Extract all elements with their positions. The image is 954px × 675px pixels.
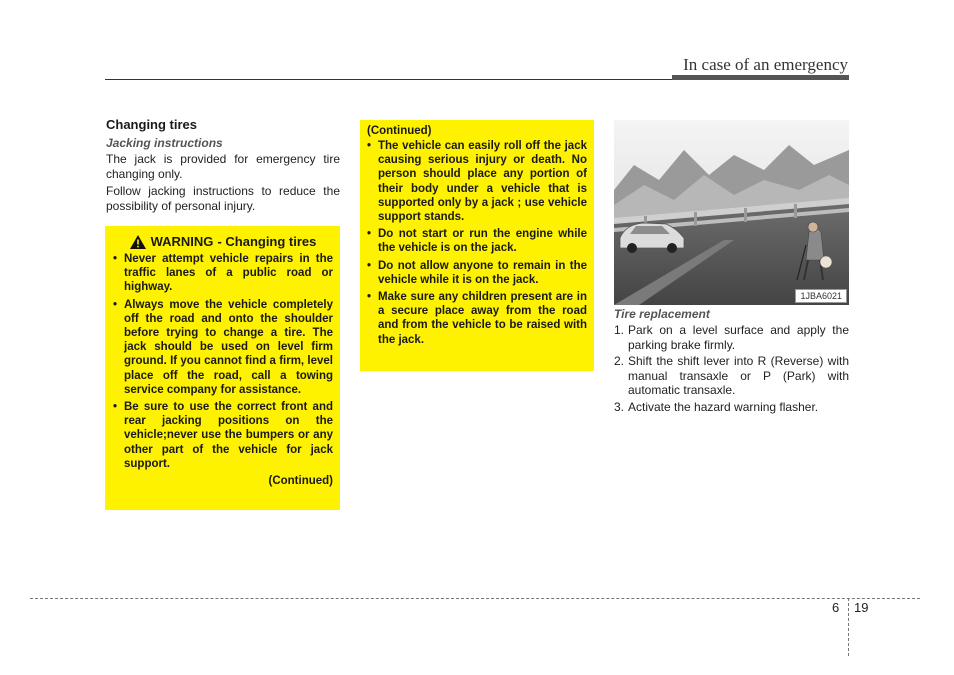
- warning-box: [105, 226, 340, 510]
- list-item: • Do not allow anyone to remain in the vehicle while it is on the jack.: [367, 259, 587, 287]
- warning-list: [113, 252, 333, 471]
- footer-rule: [30, 598, 920, 599]
- warning-triangle-icon: [130, 235, 146, 249]
- list-item: [614, 400, 849, 415]
- warning-title: [113, 234, 333, 249]
- step-number: 1.: [614, 323, 625, 337]
- step-number: 2.: [614, 354, 625, 368]
- continued-list: [367, 139, 587, 347]
- left-column: [106, 117, 340, 216]
- illustration-caption: Tire replacement: [614, 307, 710, 321]
- list-item: • The vehicle can easily roll off the jack causing serious injury or death. No person should place any portion of their body under a vehicle that is supported only by a jack ; use vehicle support stands.: [367, 139, 587, 224]
- section-number: 6: [832, 600, 840, 615]
- step-text: Activate the hazard warning flasher.: [628, 399, 819, 414]
- subheading: Jacking instructions: [106, 136, 223, 150]
- list-item: [614, 323, 849, 352]
- tire-replacement-illustration: [614, 120, 849, 305]
- footer-divider: [848, 598, 849, 656]
- list-item: • Always move the vehicle completely off the road and onto the shoulder before trying to change a tire. The jack should be used on level firm ground. If you cannot find a firm, level place off the road, call a towing service company for assistance.: [113, 298, 333, 397]
- roadside-scene-image: [614, 120, 849, 305]
- list-item: • Never attempt vehicle repairs in the traffic lanes of a public road or highway.: [113, 252, 333, 295]
- warning-sublabel: - Changing tires: [217, 234, 317, 249]
- paragraph: Follow jacking instructions to reduce the possibility of personal injury.: [106, 184, 340, 213]
- list-item: • Be sure to use the correct front and rear jacking positions on the vehicle;never use the bumpers or any other part of the vehicle for jack support.: [113, 400, 333, 471]
- list-item: [614, 354, 849, 398]
- continued-note: (Continued): [268, 475, 333, 488]
- warning-label: WARNING: [150, 234, 214, 249]
- continued-header: (Continued): [367, 125, 432, 137]
- illustration-code: 1JBA6021: [795, 289, 847, 303]
- list-item: • Make sure any children present are in a secure place away from the road and from the vehicle to be raised with the jack.: [367, 290, 587, 347]
- step-text: Park on a level surface and apply the parking brake firmly.: [628, 323, 849, 352]
- section-title: Changing tires: [106, 117, 198, 132]
- paragraph: The jack is provided for emergency tire changing only.: [106, 152, 340, 181]
- right-column: [614, 307, 849, 416]
- step-number: 3.: [614, 399, 625, 414]
- steps-list: [614, 323, 849, 414]
- list-item: • Do not start or run the engine while the vehicle is on the jack.: [367, 227, 587, 255]
- continued-warning-box: [360, 120, 594, 371]
- step-text: Shift the shift lever into R (Reverse) with manual transaxle or P (Park) with automatic transaxle.: [628, 354, 849, 397]
- header-accent-bar: [672, 75, 849, 80]
- page-number: 19: [854, 600, 869, 615]
- chapter-title: In case of an emergency: [683, 55, 848, 74]
